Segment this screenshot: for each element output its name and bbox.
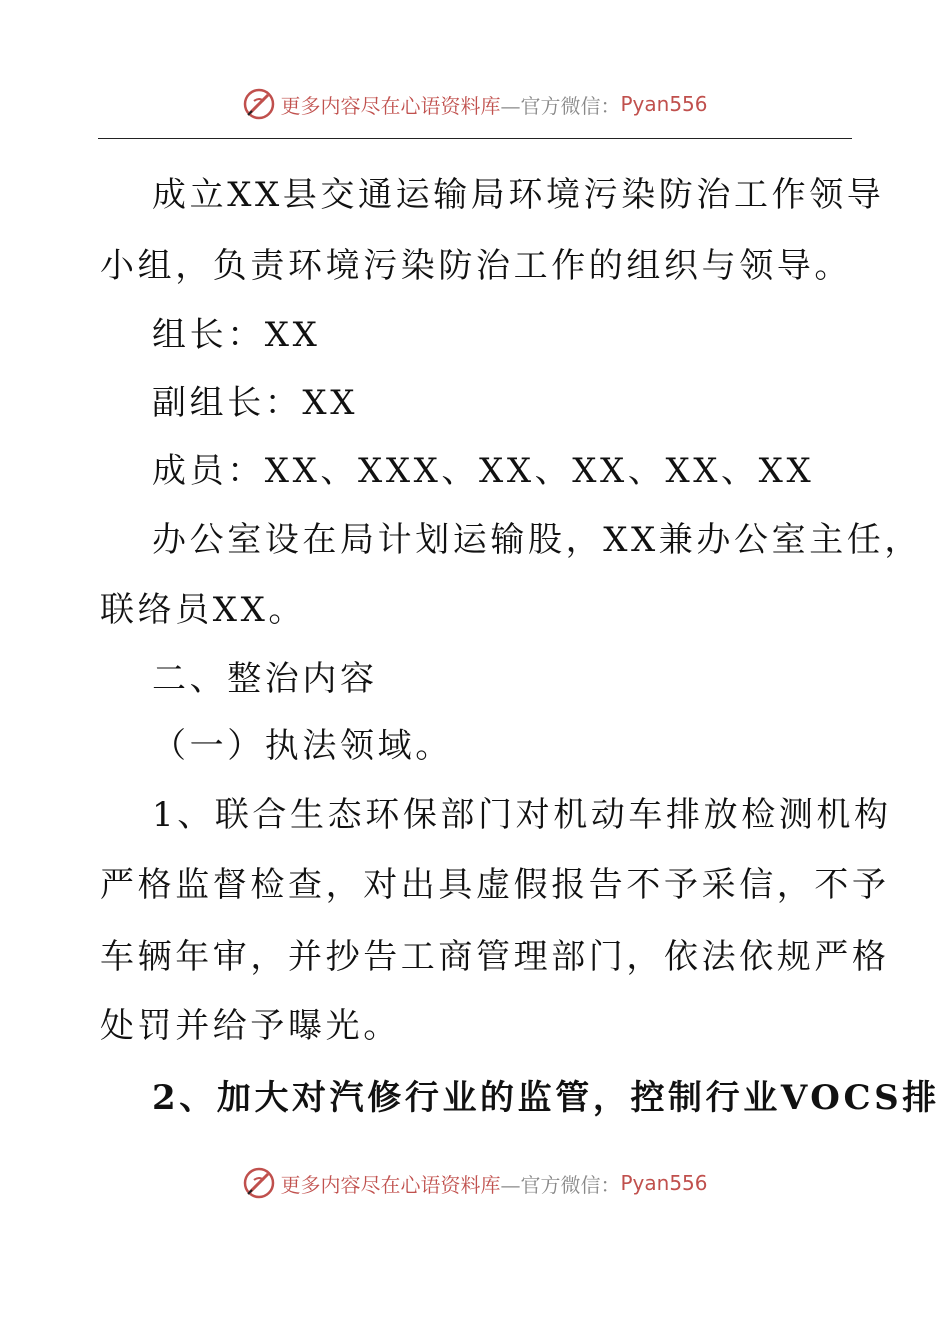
item-1-line-4: 处罚并给予曝光。 [100, 1006, 401, 1046]
section-heading: 二、整治内容 [152, 659, 378, 699]
item-2-line-1: 2、加大对汽修行业的监管，控制行业VOCS排 [152, 1078, 940, 1118]
office-line-2: 联络员XX。 [100, 590, 307, 630]
watermark-separator-text: —官方微信： [500, 1172, 621, 1197]
pen-logo-icon [242, 87, 276, 121]
footer-watermark [0, 1163, 950, 1203]
item-1-line-1: 1、联合生态环保部门对机动车排放检测机构 [152, 795, 892, 835]
watermark-separator-text: —官方微信： [500, 93, 621, 118]
office-line-1: 办公室设在局计划运输股，XX兼办公室主任， [152, 520, 923, 560]
leader-line: 组长：XX [152, 315, 321, 355]
subsection-heading: （一）执法领域。 [152, 726, 453, 766]
item-1-line-3: 车辆年审，并抄告工商管理部门，依法依规严格 [100, 937, 890, 977]
item-1-line-2: 严格监督检查，对出具虚假报告不予采信，不予 [100, 865, 890, 905]
paragraph-line-1: 成立XX县交通运输局环境污染防治工作领导 [152, 175, 885, 215]
members-line: 成员：XX、XXX、XX、XX、XX、XX [152, 451, 815, 491]
paragraph-line-2: 小组，负责环境污染防治工作的组织与领导。 [100, 246, 852, 286]
pen-logo-icon [242, 1166, 276, 1200]
watermark-main-text: 更多内容尽在心语资料库 [280, 93, 501, 118]
watermark-wechat-id: Pyan556 [620, 1171, 708, 1195]
header-rule [98, 138, 852, 139]
watermark-main-text: 更多内容尽在心语资料库 [280, 1172, 501, 1197]
deputy-leader-line: 副组长：XX [152, 383, 359, 423]
watermark-wechat-id: Pyan556 [620, 92, 708, 116]
header-watermark [0, 84, 950, 124]
